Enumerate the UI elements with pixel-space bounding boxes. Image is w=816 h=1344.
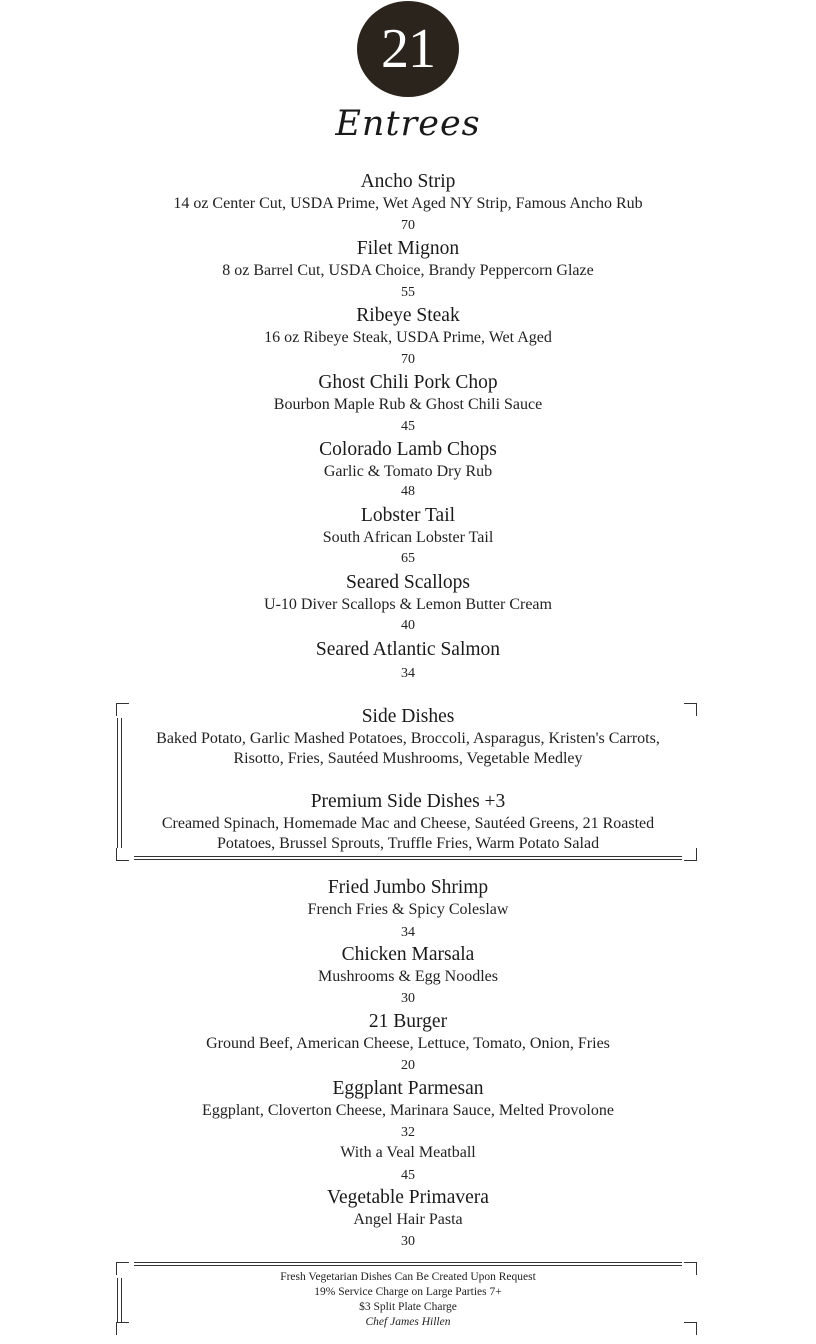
chef-signature: Chef James Hillen xyxy=(365,1316,451,1328)
menu-item-desc: Garlic & Tomato Dry Rub xyxy=(323,463,493,480)
menu-item-price: 30 xyxy=(401,1234,415,1249)
sides-list: Baked Potato, Garlic Mashed Potatoes, Broccoli, Asparagus, Kristen's Carrots, xyxy=(156,730,660,747)
footer-note: Fresh Vegetarian Dishes Can Be Created Upon Request xyxy=(280,1271,536,1283)
menu-item-desc: Ground Beef, American Cheese, Lettuce, Tomato, Onion, Fries xyxy=(206,1035,610,1052)
menu-item-price: 45 xyxy=(401,419,415,434)
menu-item-price: 65 xyxy=(401,551,415,566)
menu-item-desc: U-10 Diver Scallops & Lemon Butter Cream xyxy=(264,596,552,613)
menu-item-desc: 14 oz Center Cut, USDA Prime, Wet Aged NY Strip, Famous Ancho Rub xyxy=(173,195,643,212)
menu-item-price: 34 xyxy=(401,666,415,681)
menu-item-price: 34 xyxy=(401,925,415,940)
premium-sides-list: Potatoes, Brussel Sprouts, Truffle Fries, Warm Potato Salad xyxy=(216,835,600,852)
sides-title: Side Dishes xyxy=(361,706,455,727)
premium-sides-title: Premium Side Dishes +3 xyxy=(310,791,506,812)
menu-item-desc: Eggplant, Cloverton Cheese, Marinara Sauce, Melted Provolone xyxy=(202,1102,614,1119)
menu-item-name: Seared Scallops xyxy=(345,572,470,593)
menu-item-desc: 16 oz Ribeye Steak, USDA Prime, Wet Aged xyxy=(264,329,552,346)
menu-item-addon-price: 45 xyxy=(401,1168,415,1183)
menu-item-name: Ancho Strip xyxy=(360,171,456,192)
menu-item-price: 40 xyxy=(401,618,415,633)
page-title: Entrees xyxy=(335,104,481,144)
menu-item-name: Ribeye Steak xyxy=(356,305,460,326)
menu-item-desc: South African Lobster Tail xyxy=(322,529,494,546)
menu-item-price: 55 xyxy=(401,285,415,300)
menu-item-price: 20 xyxy=(401,1058,415,1073)
menu-item-price: 30 xyxy=(401,991,415,1006)
menu-item-name: Filet Mignon xyxy=(356,238,460,259)
menu-item-name: 21 Burger xyxy=(368,1011,448,1032)
premium-sides-list: Creamed Spinach, Homemade Mac and Cheese, Sautéed Greens, 21 Roasted xyxy=(161,815,655,832)
menu-item-desc: Angel Hair Pasta xyxy=(353,1211,463,1228)
menu-item-desc: Mushrooms & Egg Noodles xyxy=(318,968,498,985)
menu-item-name: Eggplant Parmesan xyxy=(332,1078,484,1099)
menu-item-addon: With a Veal Meatball xyxy=(340,1144,476,1161)
logo-text: 21 xyxy=(381,18,435,80)
footer-note: 19% Service Charge on Large Parties 7+ xyxy=(314,1286,502,1298)
menu-item-name: Seared Atlantic Salmon xyxy=(315,639,501,660)
menu-item-desc: French Fries & Spicy Coleslaw xyxy=(307,901,509,918)
menu-item-name: Vegetable Primavera xyxy=(327,1187,489,1208)
menu-item-price: 70 xyxy=(401,218,415,233)
menu-item-name: Colorado Lamb Chops xyxy=(319,439,497,460)
sides-list: Risotto, Fries, Sautéed Mushrooms, Vegetable Medley xyxy=(233,750,583,767)
menu-item-name: Fried Jumbo Shrimp xyxy=(327,877,489,898)
menu-item-name: Lobster Tail xyxy=(360,505,456,526)
restaurant-logo xyxy=(357,1,459,97)
menu-item-name: Chicken Marsala xyxy=(341,944,475,965)
footer-note: $3 Split Plate Charge xyxy=(359,1301,457,1313)
menu-item-price: 70 xyxy=(401,352,415,367)
menu-item-price: 32 xyxy=(401,1125,415,1140)
menu-item-desc: 8 oz Barrel Cut, USDA Choice, Brandy Peppercorn Glaze xyxy=(222,262,594,279)
menu-item-price: 48 xyxy=(401,484,415,499)
menu-item-name: Ghost Chili Pork Chop xyxy=(318,372,498,393)
menu-item-desc: Bourbon Maple Rub & Ghost Chili Sauce xyxy=(273,396,543,413)
